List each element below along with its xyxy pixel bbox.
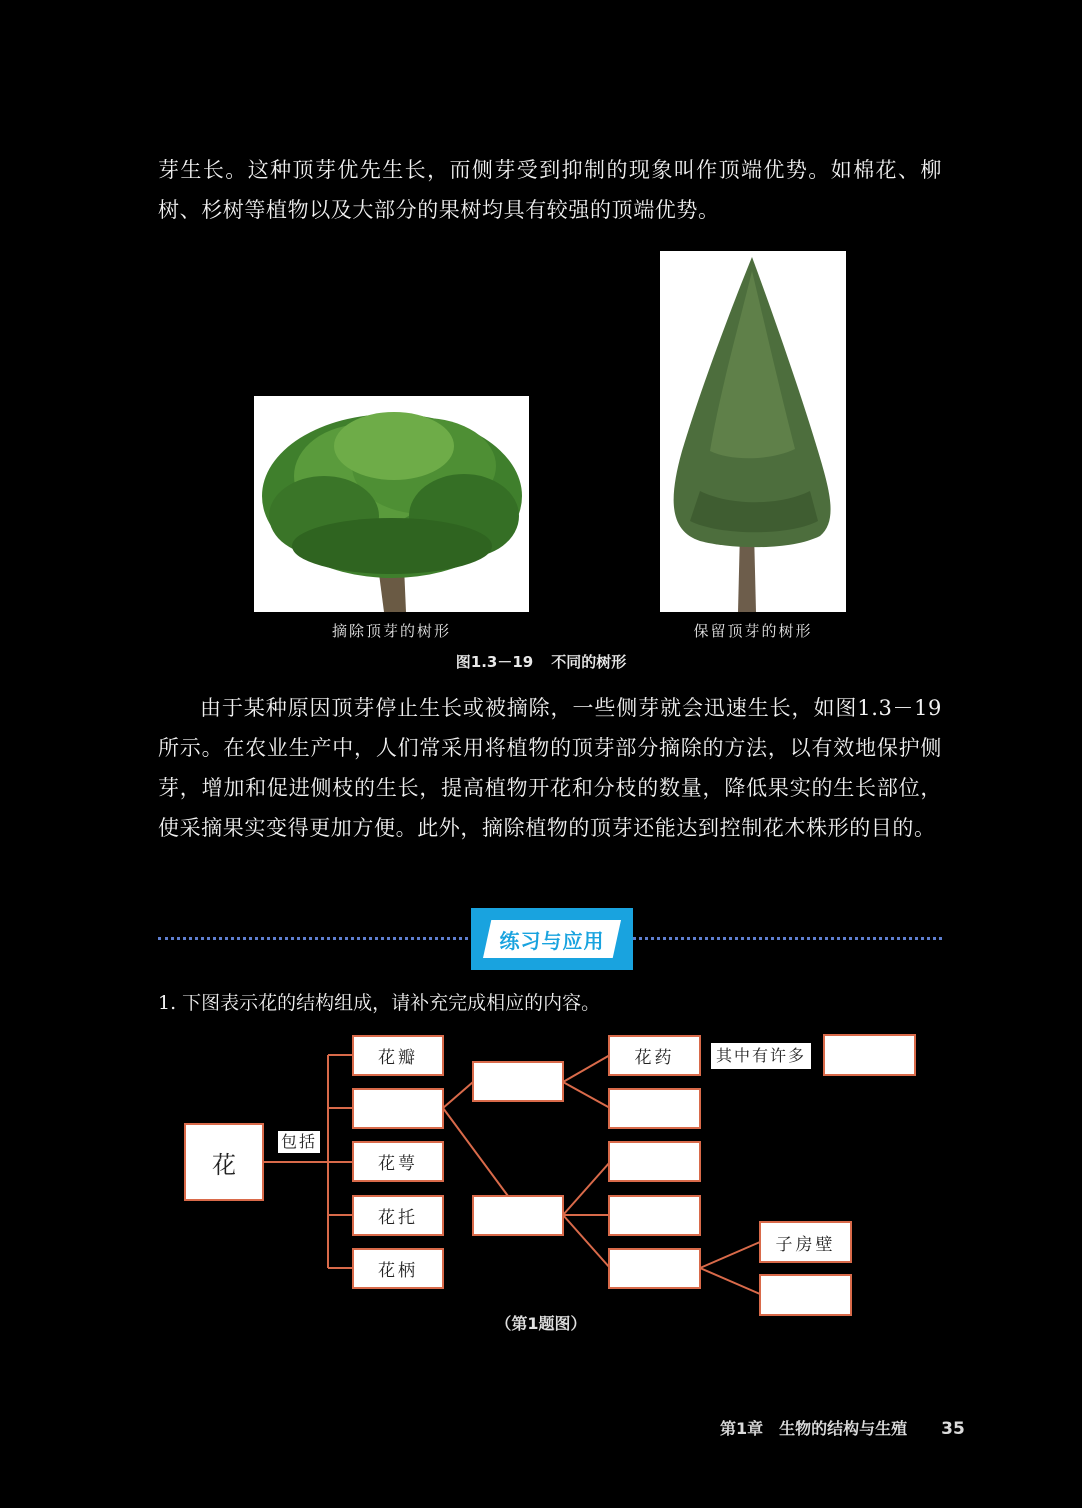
box-receptacle: 花托 [352, 1195, 444, 1236]
page-footer [720, 1416, 965, 1439]
label-include: 包括 [278, 1131, 320, 1153]
box-petal: 花瓣 [352, 1035, 444, 1076]
blank-box-stigma[interactable] [608, 1141, 701, 1182]
box-flower: 花 [184, 1123, 264, 1201]
box-sepal: 花萼 [352, 1141, 444, 1182]
box-pedicel: 花柄 [352, 1248, 444, 1289]
figure-number: 图1.3－19 [455, 653, 534, 671]
footer-chapter: 第1章 生物的结构与生殖 [720, 1419, 908, 1438]
section-badge [471, 908, 633, 970]
label-anther-note: 其中有许多 [711, 1043, 811, 1069]
box-ovary-wall: 子房壁 [759, 1221, 852, 1263]
question-1: 1. 下图表示花的结构组成，请补充完成相应的内容。 [158, 992, 601, 1014]
blank-box-ovule[interactable] [759, 1274, 852, 1316]
section-title: 练习与应用 [499, 928, 605, 953]
paragraph-main: 由于某种原因顶芽停止生长或被摘除，一些侧芽就会迅速生长，如图1.3－19所示。在农业生产中，人们常采用将植物的顶芽部分摘除的方法，以有效地保护侧芽，增加和促进侧枝的生长，提高植物开花和分枝的数量，降低果实的生长部位，使采摘果实变得更加方便。此外，摘除植物的顶芽还能达到控制花木株形的目的。 [158, 696, 942, 840]
figure-caption [0, 651, 1082, 672]
blank-box-stamen[interactable] [352, 1088, 444, 1129]
figure-title: 不同的树形 [551, 653, 627, 671]
paragraph-top: 芽生长。这种顶芽优先生长，而侧芽受到抑制的现象叫作顶端优势。如棉花、柳树、杉树等植物以及大部分的果树均具有较强的顶端优势。 [158, 158, 942, 222]
page-number: 35 [941, 1419, 965, 1439]
pruned-tree-photo [254, 396, 529, 612]
diagram-caption: （第1题图） [495, 1314, 587, 1333]
unpruned-tree-photo [660, 251, 846, 612]
blank-box-filament[interactable] [608, 1088, 701, 1129]
box-anther: 花药 [608, 1035, 701, 1076]
blank-box-ovary[interactable] [608, 1248, 701, 1289]
blank-box-pollen[interactable] [823, 1034, 916, 1076]
blank-box-upper-middle[interactable] [472, 1061, 564, 1102]
left-tree-caption: 摘除顶芽的树形 [331, 622, 451, 640]
blank-box-lower-middle[interactable] [472, 1195, 564, 1236]
blank-box-style[interactable] [608, 1195, 701, 1236]
right-tree-caption: 保留顶芽的树形 [693, 622, 813, 640]
